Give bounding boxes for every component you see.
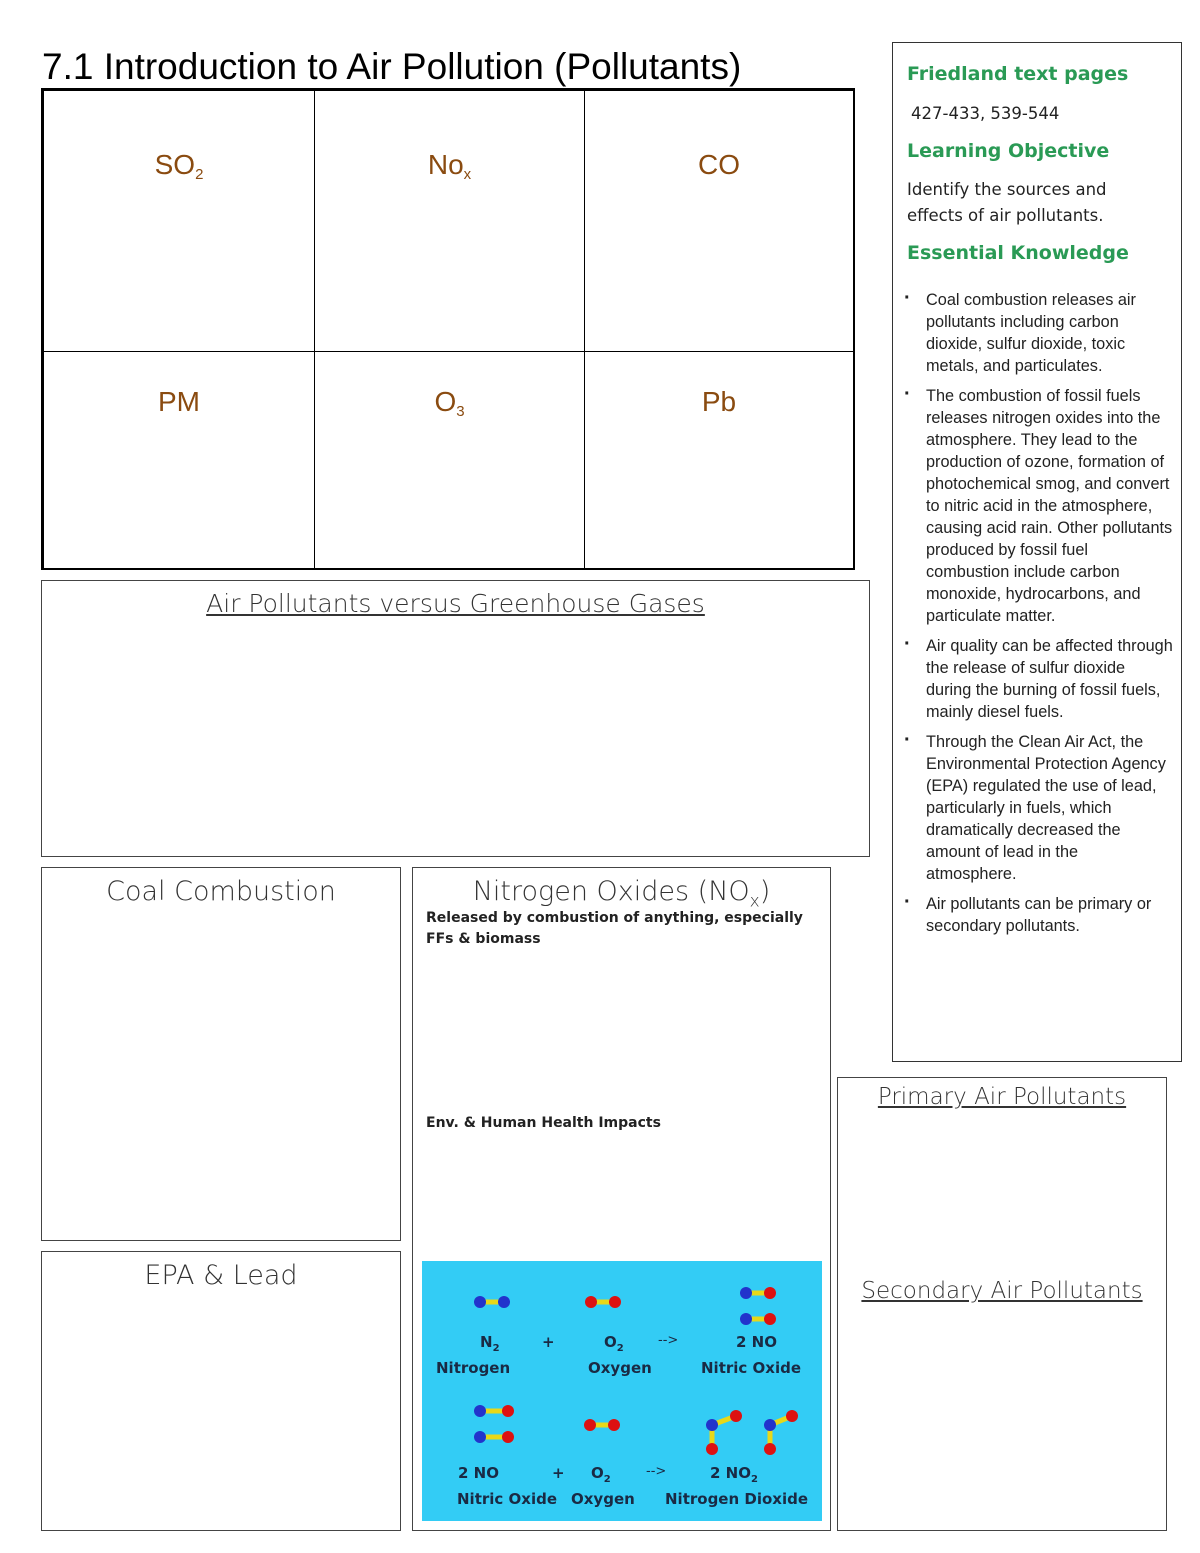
no2-molecules-icon (706, 1410, 798, 1455)
grid-cell-co (584, 90, 854, 352)
o2-formula-row2: $O_2$ (591, 1464, 611, 1485)
learning-objective-text: Identify the sources and effects of air pollutants. (907, 180, 1107, 225)
cell-subscript: 3 (456, 403, 465, 420)
nitric-oxide-label-row2: Nitric Oxide (457, 1490, 557, 1508)
no-molecules-row2-icon (474, 1405, 514, 1443)
cell-label: CO (698, 149, 740, 180)
primary-secondary-box (837, 1077, 1167, 1531)
grid-cell-so2 (43, 90, 315, 352)
nox-impacts-label: Env. & Human Health Impacts (426, 1115, 661, 1131)
arrow-row2: --> (646, 1464, 667, 1479)
epa-lead-box (41, 1251, 401, 1531)
essential-knowledge-list (901, 289, 1173, 945)
cell-label: O (434, 386, 457, 417)
nox-title-end: ) (759, 876, 771, 907)
nox-title-base: Nitrogen Oxides (NO (472, 876, 750, 907)
nitric-oxide-label: Nitric Oxide (701, 1359, 801, 1377)
plus-sign-row2: + (552, 1464, 565, 1482)
cell-label: SO (154, 149, 196, 180)
n2-molecule-icon (474, 1296, 510, 1308)
no2-formula: 2 $NO_2$ (710, 1464, 758, 1485)
list-item: · Coal combustion releases air pollutants including carbon dioxide, sulfur dioxide, toxic metals, and particulates. (901, 289, 1173, 377)
no-formula: 2 NO (736, 1333, 777, 1351)
cell-label: Pb (701, 386, 737, 417)
n2-formula: $N_2$ (480, 1333, 500, 1354)
nox-title-subscript: x (749, 891, 760, 912)
grid-cell-o3 (314, 351, 585, 569)
grid-cell-pb (584, 351, 854, 569)
friedland-heading: Friedland text pages (907, 63, 1129, 85)
air-vs-ghg-title: Air Pollutants versus Greenhouse Gases (206, 589, 705, 618)
o2-molecule-row2-icon (584, 1419, 620, 1431)
no-reactant-formula: 2 NO (458, 1464, 499, 1482)
plus-sign: + (542, 1333, 555, 1351)
grid-cell-nox (314, 90, 585, 352)
list-item: · The combustion of fossil fuels releases nitrogen oxides into the atmosphere. They lead to the production of ozone, formation of photochemical smog, and convert to nitric acid in the atmosphere, causing acid rain. Other pollutants produced by fossil fuel combustion include carbon monoxide, hydrocarbons, and particulate matter. (901, 385, 1173, 627)
cell-label: PM (158, 386, 200, 417)
learning-objective-heading: Learning Objective (907, 140, 1110, 162)
o2-formula: $O_2$ (604, 1333, 624, 1354)
nitrogen-label: Nitrogen (436, 1359, 511, 1377)
nitrogen-oxides-title (413, 876, 830, 911)
molecule-drawings (422, 1261, 822, 1521)
secondary-pollutants-title: Secondary Air Pollutants (861, 1278, 1143, 1304)
cell-subscript: 2 (195, 166, 204, 183)
list-item: · Air quality can be affected through the release of sulfur dioxide during the burning of fossil fuels, mainly diesel fuels. (901, 635, 1173, 723)
cell-label: No (427, 149, 464, 180)
sidebar-info-panel (892, 42, 1182, 1062)
o2-molecule-icon (585, 1296, 621, 1308)
nitrogen-dioxide-label: Nitrogen Dioxide (665, 1490, 809, 1508)
essential-knowledge-heading: Essential Knowledge (907, 242, 1129, 264)
no-molecules-icon (740, 1287, 776, 1325)
oxygen-label-row2: Oxygen (571, 1490, 635, 1508)
nox-released-text: Released by combustion of anything, especially FFs & biomass (426, 910, 803, 947)
coal-combustion-box (41, 867, 401, 1241)
epa-lead-title: EPA & Lead (144, 1260, 298, 1291)
cell-subscript: x (463, 166, 472, 183)
air-vs-ghg-box (41, 580, 870, 857)
pollutant-grid (41, 88, 855, 570)
primary-pollutants-title: Primary Air Pollutants (877, 1084, 1127, 1110)
list-item: · Air pollutants can be primary or secondary pollutants. (901, 893, 1173, 937)
friedland-pages: 427-433, 539-544 (911, 104, 1060, 123)
arrow: --> (658, 1333, 679, 1348)
page-title: 7.1 Introduction to Air Pollution (Pollutants) (42, 46, 742, 87)
nox-reaction-image (422, 1261, 822, 1521)
coal-combustion-title: Coal Combustion (106, 876, 336, 907)
list-item: · Through the Clean Air Act, the Environmental Protection Agency (EPA) regulated the use of lead, particularly in fuels, which dramatically decreased the amount of lead in the atmosphere. (901, 731, 1173, 885)
grid-cell-pm (43, 351, 315, 569)
oxygen-label: Oxygen (588, 1359, 652, 1377)
